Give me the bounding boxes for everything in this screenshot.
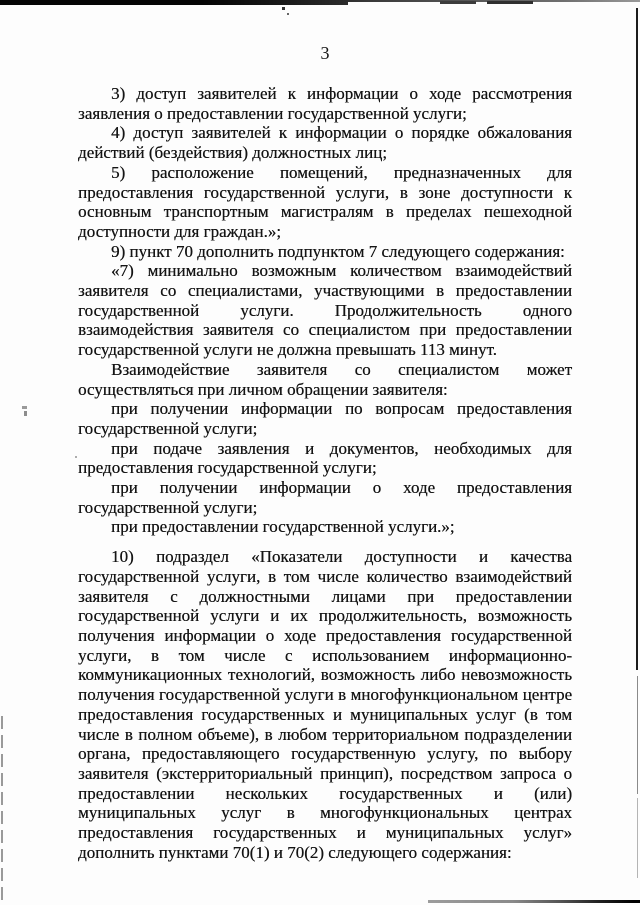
paragraph-item-10: 10) подраздел «Показатели доступности и качества государственной услуги, в том числе количество взаимодействий заявителя с должностными лицами при предоставлении государственной услуги и их продолжительность, возможность получения информации о ходе предоставления государственной услуги, в том числе с использованием информационно-коммуникационных технологий, возможность либо невозможность получения государственной услуги в многофункциональном центре предоставления государственных и муниципальных услуг (в том числе в полном объеме), в любом территориальном подразделении органа, предоставляющего государственную услугу, по выбору заявителя (экстерриториальный принцип), посредством запроса о предоставлении нескольких государственных и (или) муниципальных услуг в многофункциональных центрах предоставления государственных и муниципальных услуг» дополнить пунктами 70(1) и 70(2) следующего содержания: [78,547,572,862]
scan-artifact-top-edge [0,0,640,2]
document-body [78,84,572,862]
scan-artifact-top-patch [487,1,533,4]
paragraph-subitem-7: «7) минимально возможным количеством взаимодействий заявителя со специалистами, участвующими в предоставлении государственной услуги. Продолжительность одного взаимодействия заявителя со специалистом при предоставлении государственной услуги не должна превышать 113 минут. [78,261,572,360]
scan-artifact-right-edge [637,676,638,794]
scan-speck [75,456,77,458]
scan-artifact-top-edge-thick [0,0,348,5]
paragraph-item-3: 3) доступ заявителей к информации о ходе рассмотрения заявления о предоставлении государственной услуги; [78,84,572,123]
scan-speck [22,406,27,409]
scan-artifact-top-patch [440,1,476,4]
paragraph-item-4: 4) доступ заявителей к информации о порядке обжалования действий (бездействия) должностных лиц; [78,123,572,163]
scan-artifact-bottom-line [428,900,640,903]
scan-speck [282,7,285,10]
paragraph-item-5: 5) расположение помещений, предназначенных для предоставления государственной услуги, в зоне доступности к основным транспортным магистралям в пределах пешеходной доступности для граждан.»; [78,162,572,241]
paragraph-case-filing: при подаче заявления и документов, необходимых для предоставления государственной услуги; [78,438,572,478]
paragraph-case-progress: при получении информации о ходе предоставления государственной услуги; [78,478,572,517]
scan-speck [24,411,27,416]
scan-artifact-right-edge [637,798,638,878]
page-number: 3 [320,43,330,63]
paragraph-case-info: при получении информации по вопросам предоставления государственной услуги; [78,399,572,438]
paragraph-interaction: Взаимодействие заявителя со специалистом может осуществляться при личном обращении заявителя: [78,359,572,399]
paragraph-item-9: 9) пункт 70 дополнить подпунктом 7 следующего содержания: [111,241,565,261]
scan-artifact-left-edge-dashes [1,716,3,905]
paragraph-case-service: при предоставлении государственной услуги.»; [111,517,455,537]
scan-speck [287,13,289,15]
scan-artifact-right-edge [636,8,638,670]
